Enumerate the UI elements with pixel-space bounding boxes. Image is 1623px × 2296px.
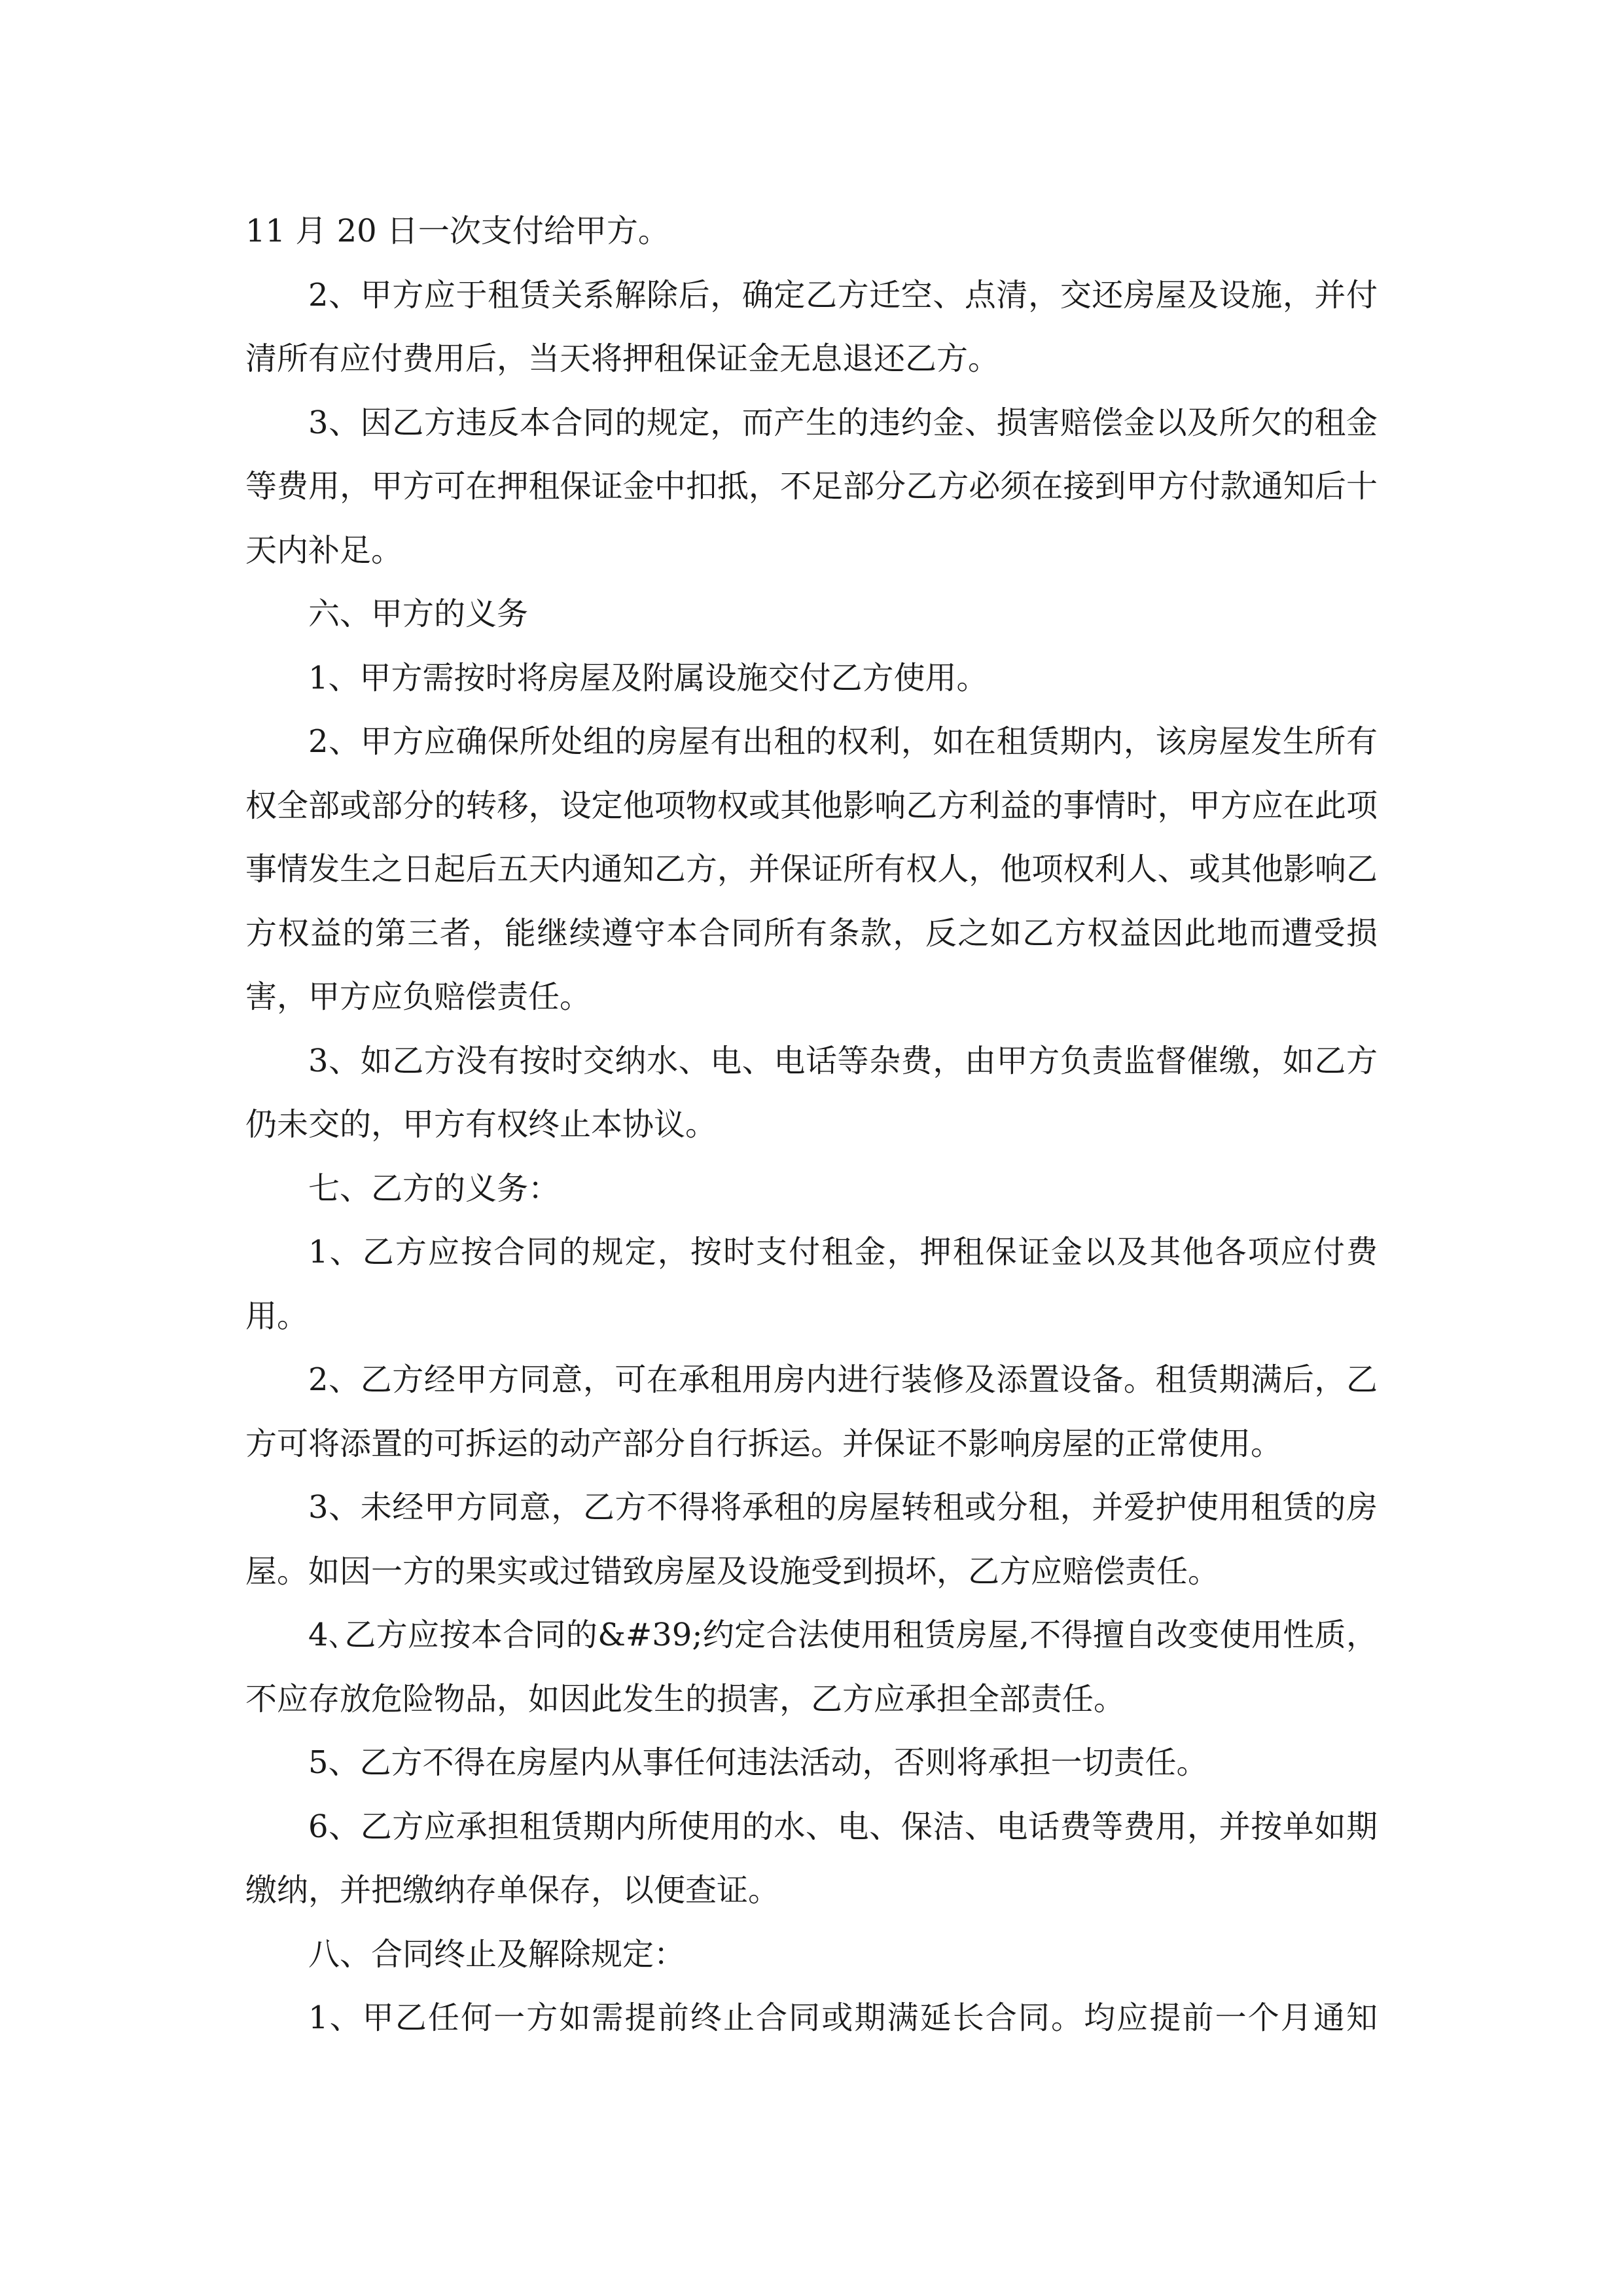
paragraph-deposit-deduction: 3、因乙方违反本合同的规定，而产生的违约金、损害赔偿金以及所欠的租金等费用，甲方可在押租保证金中扣抵，不足部分乙方必须在接到甲方付款通知后十天内补足。 bbox=[245, 404, 1378, 569]
paragraph-a-duty-1: 1、甲方需按时将房屋及附属设施交付乙方使用。 bbox=[308, 659, 988, 696]
section-heading-party-b-duties: 七、乙方的义务： bbox=[308, 1170, 560, 1207]
paragraph-b-duty-5: 5、乙方不得在房屋内从事任何违法活动，否则将承担一切责任。 bbox=[308, 1744, 1208, 1781]
section-heading-party-a-duties: 六、甲方的义务 bbox=[308, 596, 529, 632]
paragraph-a-duty-3: 3、如乙方没有按时交纳水、电、电话等杂费，由甲方负责监督催缴，如乙方仍未交的，甲方有权终止本协议。 bbox=[245, 1042, 1378, 1143]
paragraph-deposit-refund: 2、甲方应于租赁关系解除后，确定乙方迁空、点清，交还房屋及设施，并付清所有应付费用后，当天将押租保证金无息退还乙方。 bbox=[245, 276, 1378, 377]
paragraph-b-duty-2: 2、乙方经甲方同意，可在承租用房内进行装修及添置设备。租赁期满后，乙方可将添置的可拆运的动产部分自行拆运。并保证不影响房屋的正常使用。 bbox=[245, 1361, 1378, 1462]
section-heading-termination: 八、合同终止及解除规定： bbox=[308, 1935, 686, 1973]
paragraph-a-duty-2: 2、甲方应确保所处组的房屋有出租的权利，如在租赁期内，该房屋发生所有权全部或部分的转移，设定他项物权或其他影响乙方利益的事情时，甲方应在此项事情发生之日起后五天内通知乙方，并保证所有权人，他项权利人、或其他影响乙方权益的第三者，能继续遵守本合同所有条款，反之如乙方权益因此地而遭受损害，甲方应负赔偿责任。 bbox=[245, 723, 1378, 1015]
document-body bbox=[245, 200, 1378, 2051]
paragraph-b-duty-6: 6、乙方应承担租赁期内所使用的水、电、保洁、电话费等费用，并按单如期缴纳，并把缴纳存单保存，以便查证。 bbox=[245, 1808, 1378, 1909]
paragraph-b-duty-4: 4､乙方应按本合同的&#39;约定合法使用租赁房屋,不得擅自改变使用性质，不应存放危险物品，如因此发生的损害，乙方应承担全部责任。 bbox=[245, 1617, 1378, 1717]
paragraph-b-duty-3: 3、未经甲方同意，乙方不得将承租的房屋转租或分租，并爱护使用租赁的房屋。如因一方的果实或过错致房屋及设施受到损坏，乙方应赔偿责任。 bbox=[245, 1489, 1378, 1590]
paragraph-payment-date: 11 月 20 日一次支付给甲方。 bbox=[245, 213, 669, 249]
paragraph-termination-1: 1、甲乙任何一方如需提前终止合同或期满延长合同。均应提前一个月通知 bbox=[308, 2000, 1378, 2036]
paragraph-b-duty-1: 1、乙方应按合同的规定，按时支付租金，押租保证金以及其他各项应付费用。 bbox=[245, 1234, 1378, 1335]
